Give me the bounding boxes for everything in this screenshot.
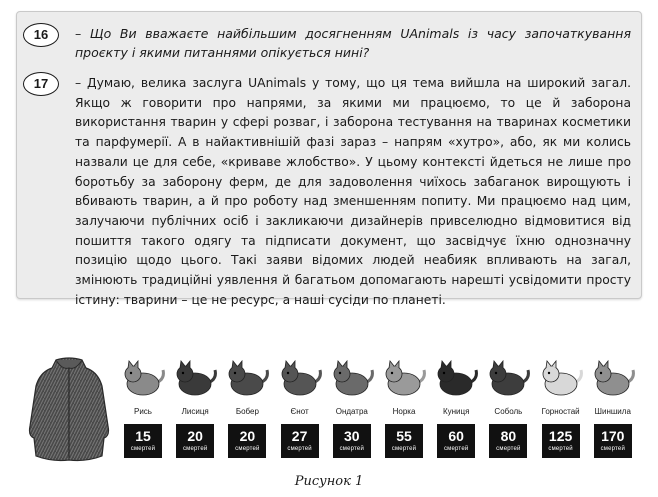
death-count: 170: [601, 428, 625, 444]
answer-text: – Думаю, велика заслуга UAnimals у тому, що ця тема вийшла на широкий загал. Якщо ж говорити про напрями, за якими ми працюємо, то це й заборона використання тварин у сфері розваг, і заборона тестування на тваринах косметики та парфумерії. А в найактивнішій фазі зараз – напрям «хутро», або, як ми колись назвали це для себе, «криваве жлобство». У цьому контексті йдеться не лише про боротьбу за заборону ферм, де для задоволення чиїхось забаганок вирощують і вбивають тварин, а й про роботу над зменшенням попиту. Ми працюємо над цим, залучаючи публічних осіб і закликаючи дизайнерів привселюдно відмовитися від пошиття такого одягу та підписати документ, що засвідчує їхню однозначну позицію щодо цього. Такі заяви відомих людей неабияк впливають на загал, змінюють традиційні уявлення й багатьом допомагають нарешті усвідомити просту істину: тварини – це не ресурс, а наші сусіди по планеті.: [75, 76, 631, 307]
animal-column: [275, 350, 325, 465]
animal-name: Єнот: [290, 407, 309, 416]
animal-name: Ондатра: [335, 407, 368, 416]
death-count-badge: [333, 424, 371, 458]
animal-column: [222, 350, 272, 465]
death-count-badge: [489, 424, 527, 458]
death-count-badge: [228, 424, 266, 458]
animal-death-counts: [118, 350, 640, 465]
marten-icon: [433, 350, 479, 400]
animal-name: Бобер: [235, 407, 259, 416]
figure-caption: Рисунок 1: [294, 474, 364, 489]
death-count-badge: [124, 424, 162, 458]
animal-column: [588, 350, 638, 465]
fox-icon: [172, 350, 218, 400]
death-count: 60: [448, 428, 464, 444]
death-unit-label: смертей: [339, 446, 365, 452]
animal-column: [327, 350, 377, 465]
death-unit-label: смертей: [600, 446, 626, 452]
animal-name: Шиншила: [594, 407, 631, 416]
item-number-badge: 16: [23, 23, 59, 47]
death-count-badge: [385, 424, 423, 458]
death-count: 20: [187, 428, 203, 444]
item-number-badge: 17: [23, 72, 59, 96]
animal-name: Соболь: [494, 407, 523, 416]
death-count-badge: [437, 424, 475, 458]
mink-icon: [381, 350, 427, 400]
animal-name: Горностай: [541, 407, 580, 416]
death-count: 55: [396, 428, 412, 444]
interview-text-panel: [16, 11, 642, 307]
lynx-icon: [120, 350, 166, 400]
death-count-badge: [542, 424, 580, 458]
animal-name: Рись: [134, 407, 152, 416]
animal-column: [379, 350, 429, 465]
animal-column: [431, 350, 481, 465]
raccoon-icon: [277, 350, 323, 400]
death-unit-label: смертей: [391, 446, 417, 452]
death-count-badge: [176, 424, 214, 458]
death-count: 27: [291, 428, 308, 444]
death-count-badge: [594, 424, 632, 458]
death-count-badge: [281, 424, 319, 458]
animal-name: Норка: [392, 407, 416, 416]
death-count: 125: [548, 428, 573, 444]
death-count: 30: [344, 428, 360, 444]
death-count: 15: [135, 428, 151, 444]
death-unit-label: смертей: [235, 446, 260, 452]
chinchilla-icon: [590, 350, 636, 400]
animal-column: [483, 350, 533, 465]
death-count: 80: [500, 428, 517, 444]
fur-coat-icon: [26, 356, 112, 462]
question-text: – Що Ви вважаєте найбільшим досягненням UAnimals із часу започаткування проєкту і якими питаннями опікується нині?: [75, 26, 631, 60]
fur-coat-infographic: [20, 350, 640, 465]
muskrat-icon: [329, 350, 375, 400]
ermine-icon: [538, 350, 584, 400]
death-unit-label: смертей: [287, 446, 312, 452]
death-unit-label: смертей: [182, 446, 208, 452]
death-unit-label: смертей: [130, 446, 156, 452]
death-count: 20: [239, 428, 256, 444]
animal-column: [118, 350, 168, 465]
death-unit-label: смертей: [443, 446, 469, 452]
death-unit-label: смертей: [496, 446, 521, 452]
animal-name: Лисиця: [181, 407, 209, 416]
sable-icon: [485, 350, 531, 400]
animal-name: Куниця: [442, 407, 470, 416]
death-unit-label: смертей: [548, 446, 573, 452]
animal-column: [170, 350, 220, 465]
beaver-icon: [224, 350, 270, 400]
animal-column: [536, 350, 586, 465]
